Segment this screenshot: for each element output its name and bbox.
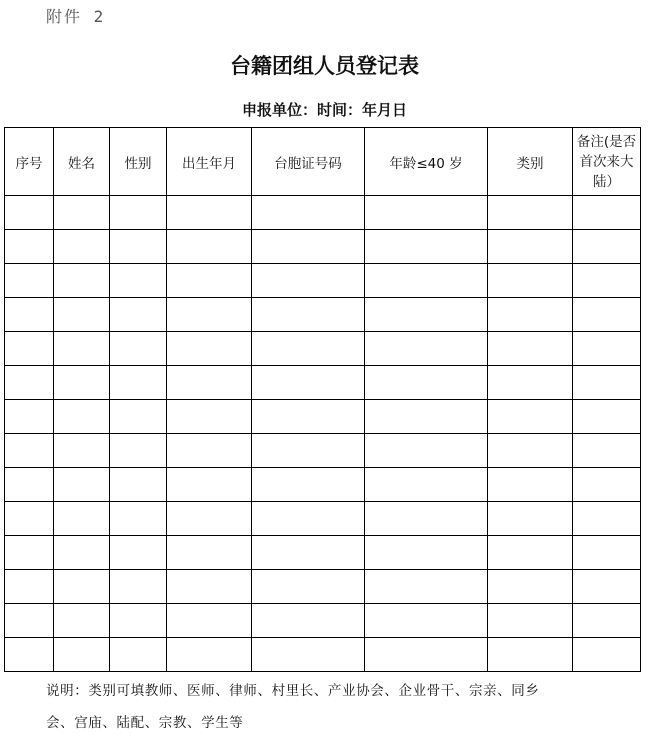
cell-gender[interactable] (110, 298, 167, 332)
cell-remark[interactable] (573, 332, 641, 366)
table-row (5, 502, 641, 536)
cell-birth[interactable] (167, 332, 252, 366)
cell-birth[interactable] (167, 502, 252, 536)
cell-age[interactable] (365, 230, 488, 264)
header-seq: 序号 (5, 128, 54, 196)
table-row (5, 638, 641, 672)
table-row (5, 468, 641, 502)
cell-age[interactable] (365, 502, 488, 536)
table-row (5, 332, 641, 366)
cell-gender[interactable] (110, 434, 167, 468)
cell-age[interactable] (365, 400, 488, 434)
cell-seq[interactable] (5, 638, 54, 672)
cell-name[interactable] (54, 570, 110, 604)
cell-name[interactable] (54, 264, 110, 298)
header-remark: 备注(是否首次来大陆） (573, 128, 641, 196)
cell-permit[interactable] (252, 366, 365, 400)
cell-remark[interactable] (573, 264, 641, 298)
cell-seq[interactable] (5, 434, 54, 468)
registration-table (4, 127, 641, 672)
cell-seq[interactable] (5, 536, 54, 570)
cell-category[interactable] (488, 536, 573, 570)
cell-gender[interactable] (110, 230, 167, 264)
cell-seq[interactable] (5, 502, 54, 536)
header-age: 年龄≤40 岁 (365, 128, 488, 196)
cell-gender[interactable] (110, 502, 167, 536)
cell-seq[interactable] (5, 570, 54, 604)
cell-age[interactable] (365, 332, 488, 366)
cell-permit[interactable] (252, 196, 365, 230)
cell-birth[interactable] (167, 264, 252, 298)
cell-birth[interactable] (167, 366, 252, 400)
cell-gender[interactable] (110, 332, 167, 366)
cell-name[interactable] (54, 366, 110, 400)
cell-remark[interactable] (573, 638, 641, 672)
cell-category[interactable] (488, 298, 573, 332)
cell-birth[interactable] (167, 604, 252, 638)
cell-category[interactable] (488, 468, 573, 502)
cell-name[interactable] (54, 638, 110, 672)
table-row (5, 366, 641, 400)
cell-remark[interactable] (573, 468, 641, 502)
table-row (5, 570, 641, 604)
cell-remark[interactable] (573, 400, 641, 434)
cell-gender[interactable] (110, 366, 167, 400)
cell-age[interactable] (365, 536, 488, 570)
table-header-row (5, 128, 641, 196)
cell-age[interactable] (365, 366, 488, 400)
cell-age[interactable] (365, 468, 488, 502)
cell-name[interactable] (54, 502, 110, 536)
cell-birth[interactable] (167, 638, 252, 672)
cell-category[interactable] (488, 570, 573, 604)
cell-name[interactable] (54, 434, 110, 468)
cell-birth[interactable] (167, 468, 252, 502)
cell-age[interactable] (365, 434, 488, 468)
cell-age[interactable] (365, 638, 488, 672)
cell-remark[interactable] (573, 366, 641, 400)
cell-category[interactable] (488, 366, 573, 400)
cell-category[interactable] (488, 332, 573, 366)
table-row (5, 434, 641, 468)
table-row (5, 536, 641, 570)
cell-age[interactable] (365, 196, 488, 230)
table-body (5, 196, 641, 672)
table-row (5, 400, 641, 434)
cell-gender[interactable] (110, 604, 167, 638)
cell-birth[interactable] (167, 298, 252, 332)
cell-birth[interactable] (167, 570, 252, 604)
cell-category[interactable] (488, 604, 573, 638)
cell-birth[interactable] (167, 196, 252, 230)
cell-remark[interactable] (573, 502, 641, 536)
table-row (5, 298, 641, 332)
cell-permit[interactable] (252, 570, 365, 604)
cell-category[interactable] (488, 400, 573, 434)
cell-remark[interactable] (573, 230, 641, 264)
cell-name[interactable] (54, 536, 110, 570)
cell-category[interactable] (488, 638, 573, 672)
cell-remark[interactable] (573, 196, 641, 230)
cell-name[interactable] (54, 230, 110, 264)
cell-seq[interactable] (5, 298, 54, 332)
table-row (5, 264, 641, 298)
header-birth: 出生年月 (167, 128, 252, 196)
table-row (5, 604, 641, 638)
note-line-2: 会、宫庙、陆配、宗教、学生等 (46, 715, 244, 731)
cell-category[interactable] (488, 434, 573, 468)
cell-permit[interactable] (252, 434, 365, 468)
cell-permit[interactable] (252, 400, 365, 434)
cell-name[interactable] (54, 604, 110, 638)
cell-remark[interactable] (573, 434, 641, 468)
cell-seq[interactable] (5, 264, 54, 298)
header-name: 姓名 (54, 128, 110, 196)
cell-birth[interactable] (167, 536, 252, 570)
cell-seq[interactable] (5, 230, 54, 264)
cell-permit[interactable] (252, 536, 365, 570)
cell-birth[interactable] (167, 400, 252, 434)
cell-category[interactable] (488, 264, 573, 298)
cell-remark[interactable] (573, 604, 641, 638)
cell-seq[interactable] (5, 196, 54, 230)
cell-name[interactable] (54, 400, 110, 434)
cell-gender[interactable] (110, 468, 167, 502)
cell-remark[interactable] (573, 570, 641, 604)
cell-permit[interactable] (252, 298, 365, 332)
report-unit-line: 申报单位：时间：年月日 (241, 101, 407, 119)
cell-gender[interactable] (110, 638, 167, 672)
cell-age[interactable] (365, 570, 488, 604)
cell-seq[interactable] (5, 468, 54, 502)
cell-permit[interactable] (252, 230, 365, 264)
cell-gender[interactable] (110, 196, 167, 230)
cell-permit[interactable] (252, 468, 365, 502)
header-permit: 台胞证号码 (252, 128, 365, 196)
cell-age[interactable] (365, 298, 488, 332)
cell-name[interactable] (54, 196, 110, 230)
cell-gender[interactable] (110, 570, 167, 604)
header-category: 类别 (488, 128, 573, 196)
cell-name[interactable] (54, 332, 110, 366)
cell-birth[interactable] (167, 434, 252, 468)
cell-gender[interactable] (110, 536, 167, 570)
table-row (5, 230, 641, 264)
cell-gender[interactable] (110, 400, 167, 434)
cell-permit[interactable] (252, 604, 365, 638)
cell-category[interactable] (488, 196, 573, 230)
cell-seq[interactable] (5, 400, 54, 434)
cell-category[interactable] (488, 502, 573, 536)
header-gender: 性别 (110, 128, 167, 196)
cell-remark[interactable] (573, 536, 641, 570)
cell-seq[interactable] (5, 332, 54, 366)
cell-seq[interactable] (5, 366, 54, 400)
table-row (5, 196, 641, 230)
attachment-label: 附件 2 (46, 7, 106, 26)
cell-age[interactable] (365, 264, 488, 298)
cell-gender[interactable] (110, 264, 167, 298)
cell-seq[interactable] (5, 604, 54, 638)
cell-category[interactable] (488, 230, 573, 264)
cell-permit[interactable] (252, 638, 365, 672)
page-title: 台籍团组人员登记表 (230, 53, 419, 78)
cell-permit[interactable] (252, 502, 365, 536)
note-line-1: 说明：类别可填教师、医师、律师、村里长、产业协会、企业骨干、宗亲、同乡 (46, 683, 540, 699)
cell-name[interactable] (54, 468, 110, 502)
cell-remark[interactable] (573, 298, 641, 332)
cell-name[interactable] (54, 298, 110, 332)
cell-permit[interactable] (252, 264, 365, 298)
cell-permit[interactable] (252, 332, 365, 366)
cell-age[interactable] (365, 604, 488, 638)
cell-birth[interactable] (167, 230, 252, 264)
